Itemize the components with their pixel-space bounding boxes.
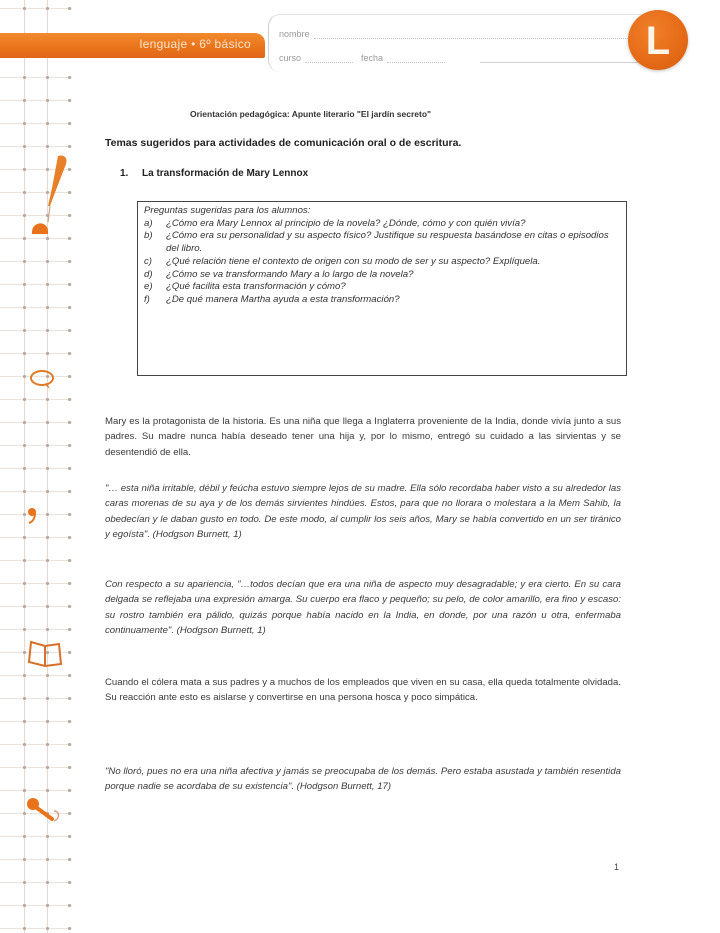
quote-paragraph: Con respecto a su apariencia, "…todos decían que era una niña de aspecto muy desagradable; y era cierto. En su cara delgada se reflejaba una expresión amarga. Su cuerpo era flaco y pequeño; su pelo, de color amarillo, era fino y escaso: su rostro también era pálido, quizás porque había nacido en la India, en donde, por una razón u otra, enfermaba continuamente". (Hodgson Burnett, 1) bbox=[105, 579, 621, 637]
curso-line[interactable] bbox=[305, 55, 353, 63]
nombre-line[interactable] bbox=[314, 31, 634, 39]
questions-intro: Preguntas sugeridas para los alumnos: bbox=[144, 205, 311, 216]
subject-band bbox=[0, 33, 265, 58]
document-heading: Temas sugeridos para actividades de comunicación oral o de escritura. bbox=[105, 137, 462, 149]
subject-badge bbox=[628, 10, 688, 70]
question-item bbox=[144, 256, 620, 269]
badge-letter: L bbox=[645, 19, 671, 63]
nombre-label: nombre bbox=[279, 29, 310, 39]
question-letter: e) bbox=[144, 281, 153, 293]
speech-bubble-icon bbox=[28, 368, 58, 390]
question-item bbox=[144, 269, 620, 282]
comma-icon bbox=[26, 507, 38, 525]
form-underline bbox=[480, 62, 650, 63]
question-text: ¿Qué facilita esta transformación y cómo? bbox=[166, 281, 346, 293]
page-number: 1 bbox=[614, 862, 620, 872]
questions-box bbox=[137, 201, 627, 376]
section-number: 1. bbox=[120, 168, 129, 179]
quote-paragraph: "No lloró, pues no era una niña afectiva y jamás se preocupaba de los demás. Pero estaba asustada y también resentida porque nadie se acordaba de su existencia". (Hodgson Burnett, 17) bbox=[105, 766, 621, 793]
pen-icon bbox=[28, 150, 72, 240]
nombre-field[interactable] bbox=[279, 29, 634, 39]
fecha-line[interactable] bbox=[387, 55, 445, 63]
document-subtitle: Orientación pedagógica: Apunte literario "El jardín secreto" bbox=[190, 109, 432, 119]
question-item bbox=[144, 218, 620, 231]
question-letter: a) bbox=[144, 217, 153, 229]
curso-field[interactable] bbox=[279, 53, 445, 63]
question-text: ¿De qué manera Martha ayuda a esta transformación? bbox=[166, 293, 400, 305]
question-item bbox=[144, 230, 620, 255]
section-title bbox=[120, 168, 308, 179]
question-letter: b) bbox=[144, 230, 153, 242]
question-text: ¿Qué relación tiene el contexto de origen con su modo de ser y su aspecto? Explíquela. bbox=[166, 255, 541, 267]
microphone-icon bbox=[24, 795, 64, 827]
question-text: ¿Cómo era Mary Lennox al principio de la novela? ¿Dónde, cómo y con quién vivía? bbox=[166, 217, 526, 229]
curso-label: curso bbox=[279, 53, 302, 63]
question-item bbox=[144, 281, 620, 294]
fecha-label: fecha bbox=[361, 53, 384, 63]
paragraph-intro: Mary es la protagonista de la historia. Es una niña que llega a Inglaterra proveniente de la India, donde vivía junto a sus padres. Su madre nunca había deseado tener una hija y, por lo mismo, entregó su cuidado a las sirvientas y se desentendió de ella. bbox=[105, 416, 621, 458]
paragraph-body: Cuando el cólera mata a sus padres y a muchos de los empleados que viven en su casa, ella queda totalmente olvidada. Su reacción ante esto es aislarse y convertirse en una persona hosca y poco simpática. bbox=[105, 677, 621, 704]
question-item bbox=[144, 294, 620, 307]
question-text: ¿Cómo era su personalidad y su aspecto físico? Justifique su respuesta basándose en citas o episodios del libro. bbox=[166, 230, 609, 255]
student-info-form bbox=[268, 14, 648, 72]
book-icon bbox=[25, 636, 65, 670]
question-letter: d) bbox=[144, 268, 153, 280]
quote-paragraph: "… esta niña irritable, débil y feúcha estuvo siempre lejos de su madre. Ella sólo recordaba haber visto a su alrededor las caras morenas de su aya y de los demás sirvientes hindúes. Estos, para que no llorara o molestara a la Mem Sahib, la obedecían y le daban gusto en todo. De este modo, al cumplir los seis años, Mary se había convertido en un ser tiránico y egoísta". (Hodgson Burnett, 1) bbox=[105, 483, 621, 541]
question-text: ¿Cómo se va transformando Mary a lo largo de la novela? bbox=[166, 268, 414, 280]
section-title-text: La transformación de Mary Lennox bbox=[142, 168, 309, 179]
subject-label: lenguaje • 6º básico bbox=[139, 37, 251, 51]
margin-grid bbox=[0, 0, 75, 933]
question-letter: c) bbox=[144, 255, 152, 267]
question-letter: f) bbox=[144, 293, 150, 305]
